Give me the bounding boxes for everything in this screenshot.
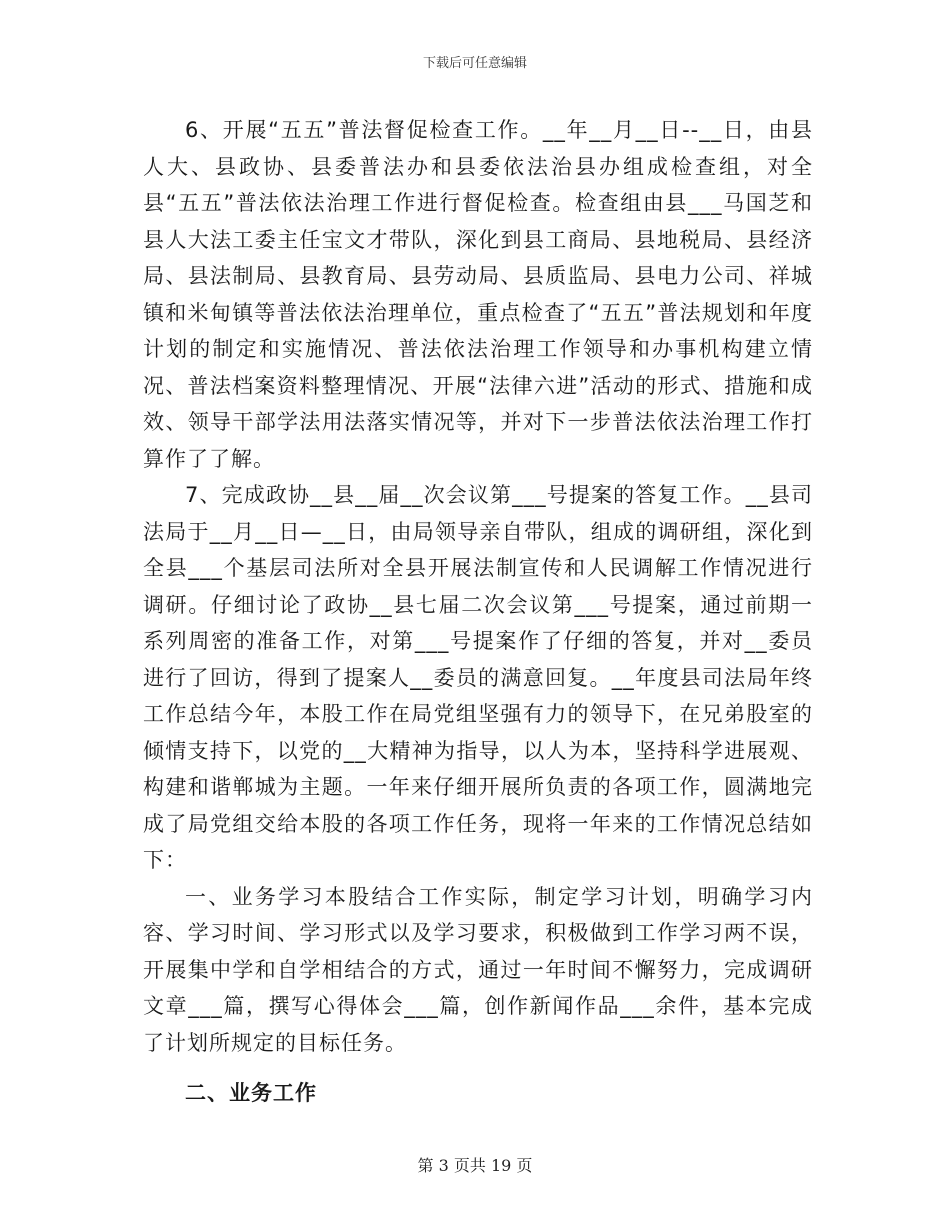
paragraph-business-study: 一、业务学习本股结合工作实际，制定学习计划，明确学习内容、学习时间、学习形式以及学习要求，积极做到工作学习两不误，开展集中学和自学相结合的方式，通过一年时间不懈努力，完成调研文章___篇，撰写心得体会___篇，创作新闻作品___余件，基本完成了计划所规定的目标任务。 [143,884,813,1055]
section-heading: 二、业务工作 [185,1081,317,1105]
document-body [143,112,813,1112]
page-header: 下载后可任意编辑 [422,56,527,71]
page-footer: 第 3 页共 19 页 [417,1156,533,1175]
paragraph-item-7: 7、完成政协__县__届__次会议第___号提案的答复工作。__县司法局于__月__日—__日，由局领导亲自带队，组成的调研组，深化到全县___个基层司法所对全县开展法制宣传和人民调解工作情况进行调研。仔细讨论了政协__县七届二次会议第___号提案，通过前期一系列周密的准备工作，对第___号提案作了仔细的答复，并对__委员进行了回访，得到了提案人__委员的满意回复。__年度县司法局年终工作总结今年，本股工作在局党组坚强有力的领导下，在兄弟股室的倾情支持下，以党的__大精神为指导，以人为本，坚持科学进展观、构建和谐郸城为主题。一年来仔细开展所负责的各项工作，圆满地完成了局党组交给本股的各项工作任务，现将一年来的工作情况总结如下： [143,483,813,872]
paragraph-item-6: 6、开展“五五”普法督促检查工作。__年__月__日--__日，由县人大、县政协、县委普法办和县委依法治县办组成检查组，对全县“五五”普法依法治理工作进行督促检查。检查组由县___马国芝和县人大法工委主任宝文才带队，深化到县工商局、县地税局、县经济局、县法制局、县教育局、县劳动局、县质监局、县电力公司、祥城镇和米甸镇等普法依法治理单位，重点检查了“五五”普法规划和年度计划的制定和实施情况、普法依法治理工作领导和办事机构建立情况、普法档案资料整理情况、开展“法律六进”活动的形式、措施和成效、领导干部学法用法落实情况等，并对下一步普法依法治理工作打算作了了解。 [143,118,813,471]
